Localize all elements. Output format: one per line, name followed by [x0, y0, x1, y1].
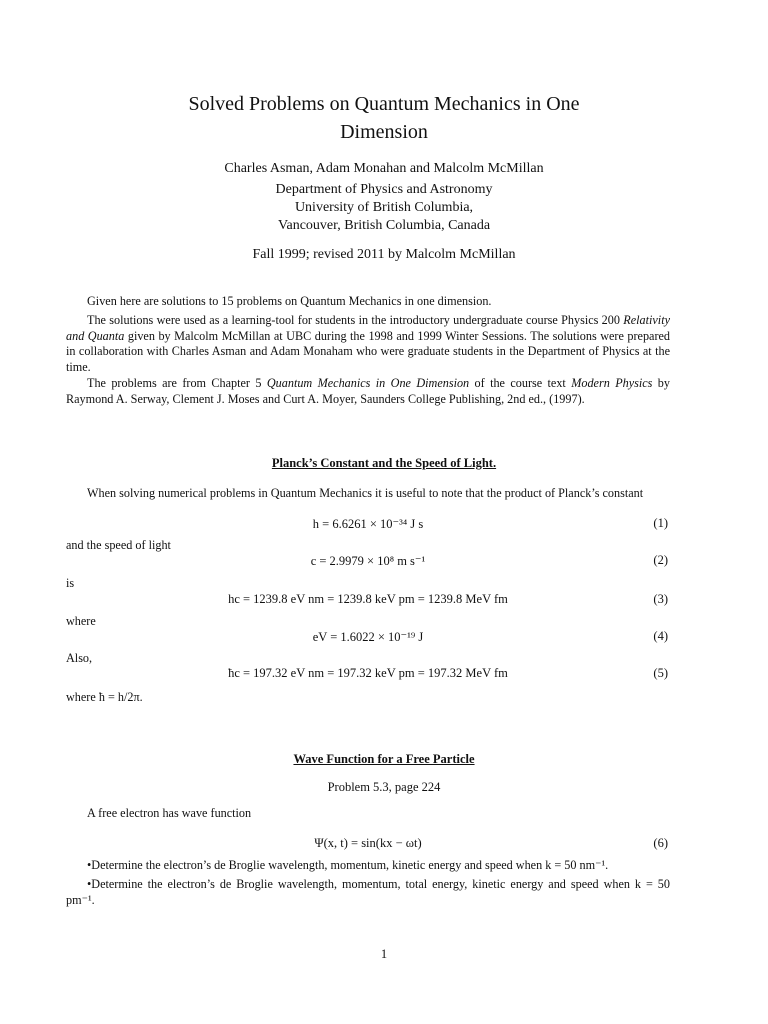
- title-line-2: Dimension: [340, 121, 428, 143]
- title-line-1: Solved Problems on Quantum Mechanics in One: [188, 93, 580, 115]
- page-number: 1: [380, 947, 388, 961]
- intro-p3-text-a: The problems are from Chapter 5: [87, 376, 267, 390]
- equation-3: [66, 592, 670, 607]
- equation-6-number: (6): [653, 836, 668, 850]
- section-heading-free-particle: Wave Function for a Free Particle: [293, 752, 475, 766]
- equation-2-number: (2): [653, 553, 668, 567]
- affiliation-univ: University of British Columbia,: [294, 200, 474, 215]
- affiliation-city: Vancouver, British Columbia, Canada: [277, 218, 491, 233]
- chapter-title: Quantum Mechanics in One Dimension: [266, 376, 470, 390]
- intro-paragraph-2: [66, 313, 670, 375]
- authors: Charles Asman, Adam Monahan and Malcolm McMillan: [224, 161, 544, 176]
- equation-3-number: (3): [653, 592, 668, 606]
- intro-p2-text-a: The solutions were used as a learning-tool for students in the introductory undergraduate course Physics 200: [87, 313, 624, 327]
- text-where: where: [66, 614, 96, 628]
- date-line: Fall 1999; revised 2011 by Malcolm McMillan: [252, 247, 516, 262]
- intro-paragraph-3: [66, 376, 670, 407]
- intro-p3-text-b: of the course text: [469, 376, 572, 390]
- text-also: Also,: [66, 651, 93, 665]
- equation-5-expr: ħc = 197.32 eV nm = 197.32 keV pm = 197.32 MeV fm: [228, 666, 508, 680]
- text-is: is: [66, 576, 75, 590]
- bullet-question-1: •Determine the electron’s de Broglie wavelength, momentum, kinetic energy and speed when k = 50 nm⁻¹.: [87, 858, 609, 872]
- equation-4: [66, 629, 670, 645]
- text-hbar-definition: where ħ = h/2π.: [66, 690, 143, 704]
- equation-4-expr: eV = 1.6022 × 10⁻¹⁹ J: [312, 630, 424, 644]
- equation-1-expr: h = 6.6261 × 10⁻³⁴ J s: [312, 517, 424, 531]
- intro-p2-text-b: given by Malcolm McMillan at UBC during the 1998 and 1999 Winter Sessions. The solutions were prepared in collaboration with Charles Asman and Adam Monaham who were graduate students in the Department of Physics at the time.: [66, 328, 671, 374]
- section-heading-planck: Planck’s Constant and the Speed of Light.: [271, 456, 497, 470]
- section1-paragraph: When solving numerical problems in Quantum Mechanics it is useful to note that the product of Planck’s constant: [87, 486, 644, 500]
- course-title: Relativity and Quanta: [66, 313, 670, 343]
- equation-5: [66, 666, 670, 681]
- equation-2-expr: c = 2.9979 × 10⁸ m s⁻¹: [310, 554, 426, 568]
- section2-paragraph: A free electron has wave function: [87, 806, 252, 820]
- text-speed-of-light: and the speed of light: [66, 538, 171, 552]
- equation-1: [66, 516, 670, 532]
- equation-6: [66, 836, 670, 851]
- equation-6-expr: Ψ(x, t) = sin(kx − ωt): [314, 836, 422, 850]
- problem-reference: Problem 5.3, page 224: [327, 780, 441, 794]
- equation-2: [66, 553, 670, 569]
- bullet-question-2: •Determine the electron’s de Broglie wavelength, momentum, total energy, kinetic energy and speed when k = 50 pm⁻¹.: [66, 877, 670, 907]
- equation-5-number: (5): [653, 666, 668, 680]
- equation-3-expr: hc = 1239.8 eV nm = 1239.8 keV pm = 1239.8 MeV fm: [228, 592, 508, 606]
- document-title: [0, 90, 768, 146]
- equation-4-number: (4): [653, 629, 668, 643]
- intro-p3-text-c: by Raymond A. Serway, Clement J. Moses and Curt A. Moyer, Saunders College Publishing, 2nd ed., (1997).: [66, 376, 670, 406]
- textbook-title: Modern Physics: [571, 376, 653, 390]
- equation-1-number: (1): [653, 516, 668, 530]
- affiliation-dept: Department of Physics and Astronomy: [275, 182, 493, 197]
- intro-paragraph-1: Given here are solutions to 15 problems on Quantum Mechanics in one dimension.: [87, 294, 492, 308]
